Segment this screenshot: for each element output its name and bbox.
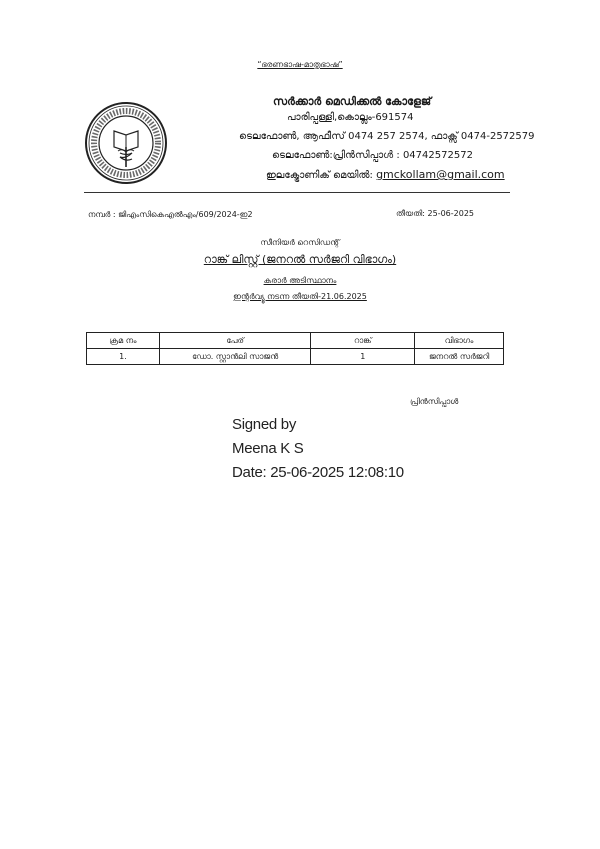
office-telephone: ടെലഫോൺ, ആഫീസ് 0474 257 2574, ഫാക്സ് 0474-2572579 <box>239 131 535 142</box>
table-row <box>87 349 504 365</box>
email-label: ഇലക്ട്രോണിക് മെയിൽ: <box>266 170 377 181</box>
college-seal-logo <box>84 101 168 185</box>
signature-signed-by: Signed by <box>232 416 297 433</box>
email-line <box>266 168 505 181</box>
institution-name: സർക്കാർ മെഡിക്കൽ കോളേജ് <box>273 95 432 108</box>
interview-date: ഇന്റർവ്യൂ നടന്ന തീയതി-21.06.2025 <box>233 292 367 301</box>
cell-rank: 1 <box>311 349 415 365</box>
header-divider <box>84 192 510 193</box>
column-header-rank: റാങ്ക് <box>311 333 415 349</box>
principal-telephone: ടെലഫോൺ:പ്രിൻസിപ്പാൾ : 04742572572 <box>272 150 473 161</box>
table-header-row <box>87 333 504 349</box>
principal-designation: പ്രിൻസിപ്പാൾ <box>410 397 459 406</box>
column-header-serial: ക്രമ നം <box>87 333 160 349</box>
column-header-name: പേര് <box>159 333 311 349</box>
column-header-department: വിഭാഗം <box>415 333 504 349</box>
cell-department: ജനറൽ സർജറി <box>415 349 504 365</box>
cell-serial: 1. <box>87 349 160 365</box>
signature-date: Date: 25-06-2025 12:08:10 <box>232 464 404 481</box>
institution-address: പാരിപ്പള്ളി,കൊല്ലം-691574 <box>287 112 414 123</box>
rank-list-table <box>86 332 504 365</box>
contract-basis: കരാർ അടിസ്ഥാനം <box>263 276 337 285</box>
document-date: തീയതി: 25-06-2025 <box>396 209 475 218</box>
signature-signer-name: Meena K S <box>232 440 304 457</box>
post-title: സീനിയർ റെസിഡന്റ് <box>260 238 340 247</box>
reference-number: നമ്പർ : ജിഎംസികെഎൽഎം/609/2024-ഇ2 <box>88 210 253 219</box>
motto: “ഭരണഭാഷ-മാതൃഭാഷ” <box>257 60 343 69</box>
email-link[interactable]: gmckollam@gmail.com <box>376 168 505 181</box>
cell-name: ഡോ. സ്റ്റാൻലി സാജൻ <box>159 349 311 365</box>
rank-list-title: റാങ്ക് ലിസ്റ്റ് (ജനറൽ സർജറി വിഭാഗം) <box>203 253 397 266</box>
